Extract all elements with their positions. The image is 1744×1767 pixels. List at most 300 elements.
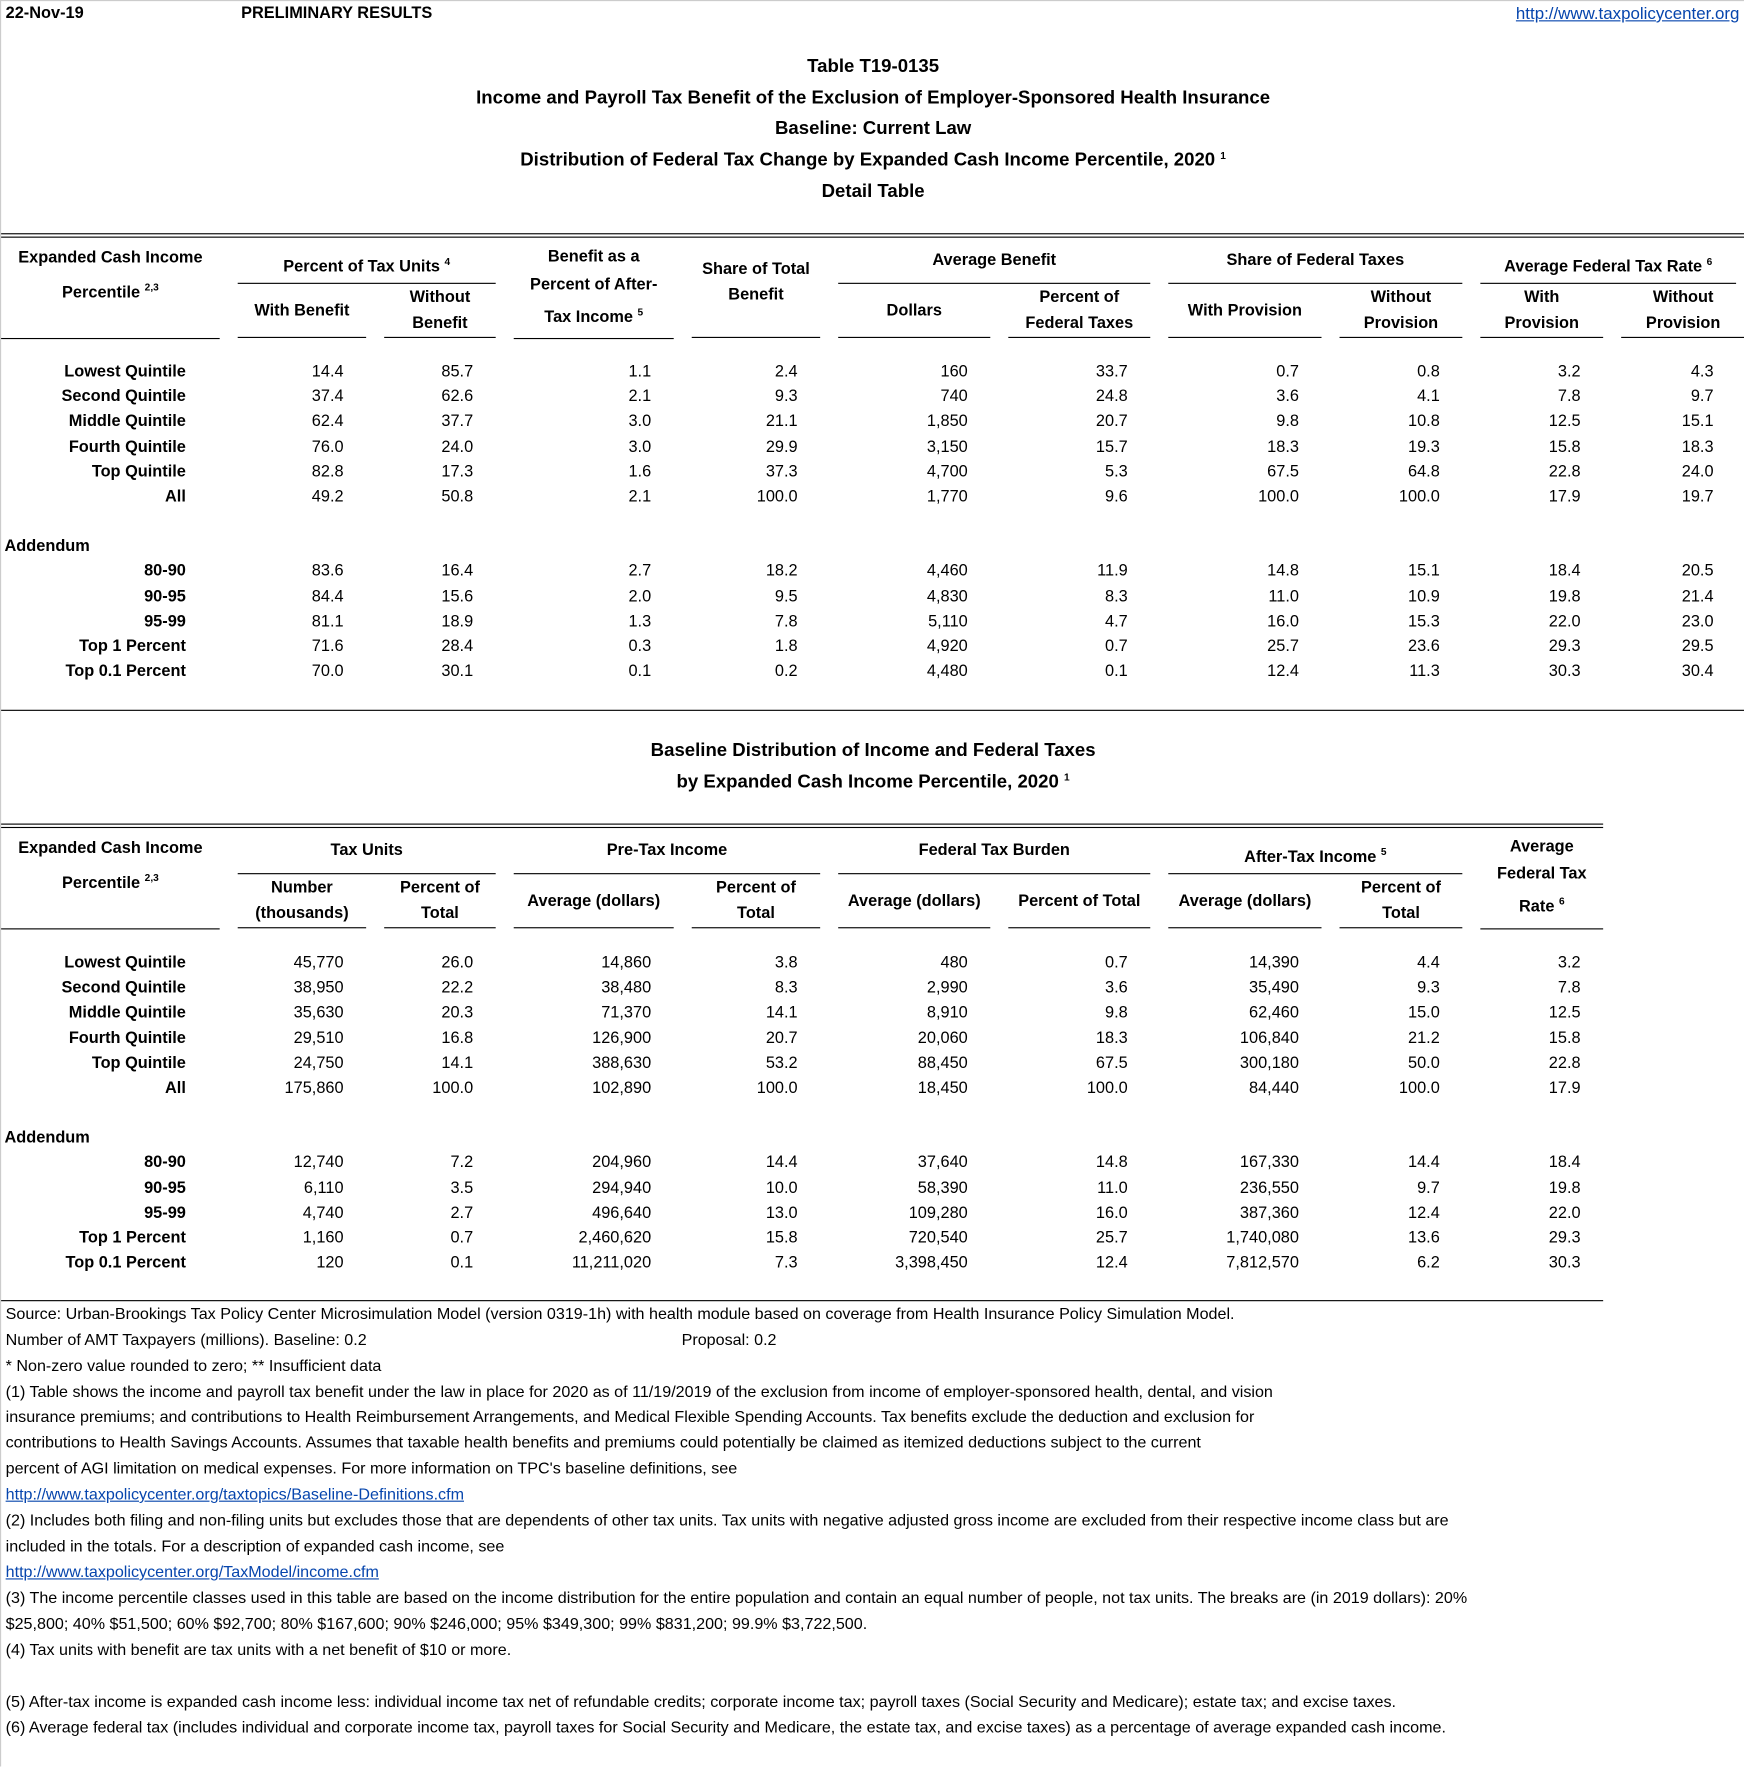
table-cell: 7.8 (774, 612, 798, 631)
table-cell: 50.8 (441, 487, 474, 506)
table-cell: 4.3 (1690, 362, 1714, 381)
table-cell: 5,110 (928, 612, 968, 631)
table-cell: 7.8 (1557, 387, 1581, 406)
table-cell: 1.1 (628, 362, 652, 381)
pct-fed-taxes-header (1008, 286, 1150, 339)
footnote-ref: 2,3 (144, 871, 159, 884)
table-row (1, 1001, 1612, 1026)
table-cell: 9.8 (1105, 1004, 1128, 1023)
table-cell: 11.0 (1097, 1179, 1128, 1198)
table-cell: 4,920 (926, 637, 968, 656)
hdr-line: Benefit (728, 286, 784, 305)
table-cell: 21.2 (1407, 1029, 1440, 1048)
hdr-line: Benefit (412, 314, 468, 333)
number-header (238, 876, 366, 929)
table-cell: 12.5 (1548, 1004, 1581, 1023)
table-cell: 17.9 (1548, 1079, 1581, 1098)
table-cell: 30.3 (1548, 662, 1581, 681)
hdr-line: Benefit as a (547, 247, 640, 266)
table-cell: 4,700 (926, 462, 968, 481)
table-cell: 10.9 (1407, 587, 1440, 606)
table-cell: 100.0 (1398, 1079, 1440, 1098)
table-cell: 106,840 (1239, 1029, 1299, 1048)
table-cell: 1,850 (926, 412, 968, 431)
pct-tax-units-header (238, 240, 496, 284)
table-row (1, 1251, 1612, 1276)
table-cell: 6,110 (303, 1179, 344, 1198)
table-cell: 6.2 (1417, 1254, 1440, 1273)
table-cell: 2.4 (774, 362, 798, 381)
table-cell: 25.7 (1267, 637, 1299, 656)
table-cell: 3.0 (628, 412, 652, 431)
hdr-line: Without (1370, 288, 1432, 307)
table2-bottom-rule (1, 1300, 1603, 1301)
hdr-line: Percent of (1361, 879, 1441, 898)
table-cell: 3.5 (450, 1179, 474, 1198)
row-label: Top 1 Percent (79, 1229, 186, 1248)
table1-top-rule (1, 233, 1744, 238)
table-cell: 12.4 (1267, 662, 1299, 681)
aftertax-income-header (1168, 831, 1462, 875)
preliminary-label: PRELIMINARY RESULTS (241, 4, 433, 23)
hdr-line: Tax Income (544, 308, 633, 327)
table1-header (1, 240, 1744, 339)
row-label: All (165, 487, 186, 506)
table-cell: 1.6 (628, 462, 652, 481)
amt-baseline-note: Number of AMT Taxpayers (millions). Baseline: 0.2 (5, 1331, 367, 1350)
table-row (1, 434, 1744, 459)
table-cell: 16.0 (1267, 612, 1299, 631)
table-cell: 4,830 (926, 587, 968, 606)
table-cell: 1,770 (926, 487, 968, 506)
table-id: Table T19-0135 (807, 56, 940, 77)
table-cell: 0.3 (628, 637, 652, 656)
report-date: 22-Nov-19 (5, 4, 84, 23)
aftertax-label: After-Tax Income (1244, 848, 1377, 867)
table-cell: 14,860 (601, 954, 652, 973)
table-cell: 67.5 (1267, 462, 1299, 481)
table-cell: 12.5 (1548, 412, 1581, 431)
benefit-pct-header (514, 240, 674, 339)
hdr-line: Total (737, 905, 775, 924)
table-cell: 15.8 (765, 1229, 798, 1248)
row-label: Top Quintile (91, 462, 186, 481)
table-cell: 0.7 (1105, 954, 1128, 973)
spacer (1, 1101, 1612, 1126)
footnote-ref: 4 (444, 256, 451, 268)
table-cell: 13.0 (765, 1204, 798, 1223)
footnote-1-line: contributions to Health Savings Accounts. Assumes that taxable health benefits and premiums could potentially be claimed as itemized deductions subject to the current (5, 1434, 1201, 1453)
table-cell: 45,770 (293, 954, 344, 973)
table-cell: 12,740 (293, 1154, 344, 1173)
pct-tax-units-label: Percent of Tax Units (283, 258, 440, 277)
table-cell: 0.1 (450, 1254, 474, 1273)
rate-with-provision-header (1480, 286, 1603, 339)
table-cell: 0.2 (774, 662, 798, 681)
table-cell: 1,740,080 (1226, 1229, 1299, 1248)
table-cell: 5.3 (1105, 462, 1128, 481)
hdr-line: Federal Tax (1497, 865, 1587, 884)
table-cell: 204,960 (592, 1154, 652, 1173)
table-cell: 17.3 (441, 462, 474, 481)
table-cell: 53.2 (765, 1054, 798, 1073)
table-cell: 23.0 (1681, 612, 1714, 631)
footnote-3-line: (3) The income percentile classes used in this table are based on the income distribution for the entire population and contain an equal number of people, not tax units. The breaks are (in 2019 dollars): 20% (5, 1589, 1468, 1608)
table-cell: 2.1 (628, 487, 652, 506)
table-cell: 19.8 (1548, 587, 1581, 606)
pretax-pct-header (692, 876, 820, 929)
table-row (1, 459, 1744, 484)
table-cell: 294,940 (592, 1179, 652, 1198)
income-definition-link[interactable]: http://www.taxpolicycenter.org/TaxModel/income.cfm (5, 1563, 379, 1582)
table2-header (1, 830, 1612, 929)
table-cell: 3,150 (926, 437, 968, 456)
table-cell: 9.8 (1276, 412, 1299, 431)
table-cell: 29.5 (1681, 637, 1714, 656)
without-benefit-header (384, 286, 496, 339)
table-cell: 71.6 (311, 637, 344, 656)
table-cell: 9.6 (1105, 487, 1128, 506)
table-cell: 0.7 (1105, 637, 1128, 656)
table2-subtitle (1, 772, 1744, 793)
table-row (1, 976, 1612, 1001)
table-cell: 120 (316, 1254, 344, 1273)
table-cell: 84,440 (1248, 1079, 1299, 1098)
footnote-1-line: (1) Table shows the income and payroll tax benefit under the law in place for 2020 as of 11/19/2019 of the exclusion from income of employer-sponsored health, dental, and vision (5, 1383, 1273, 1402)
table-cell: 29.3 (1548, 1229, 1581, 1248)
footnote-ref: 2,3 (144, 281, 159, 293)
table-cell: 3.6 (1105, 979, 1128, 998)
table-cell: 24.0 (1681, 462, 1714, 481)
table-cell: 24.0 (441, 437, 474, 456)
table-cell: 100.0 (756, 1079, 798, 1098)
table-cell: 20,060 (917, 1029, 968, 1048)
percentile-header (1, 240, 220, 339)
table-cell: 30.1 (441, 662, 474, 681)
dollars-header: Dollars (838, 286, 990, 339)
share-fed-taxes-header: Share of Federal Taxes (1168, 240, 1462, 284)
footnote-ref: 1 (1064, 771, 1070, 783)
pretax-avg-header: Average (dollars) (514, 876, 674, 929)
table-row (1, 1201, 1612, 1226)
table-cell: 28.4 (441, 637, 474, 656)
table-cell: 1.3 (628, 612, 652, 631)
hdr-line: Rate (1519, 897, 1555, 916)
table-cell: 15.6 (441, 587, 474, 606)
table-cell: 35,490 (1248, 979, 1299, 998)
table-row (1, 559, 1744, 584)
table-row (1, 359, 1744, 384)
table-cell: 8,910 (926, 1004, 968, 1023)
hdr-line: With (1524, 288, 1560, 307)
hdr-line: Provision (1645, 314, 1721, 333)
table-cell: 4.7 (1105, 612, 1128, 631)
table-cell: 100.0 (1258, 487, 1299, 506)
table-cell: 22.8 (1548, 462, 1581, 481)
addendum-row (1, 1126, 1612, 1151)
table-cell: 22.2 (441, 979, 474, 998)
table-cell: 88,450 (917, 1054, 968, 1073)
table-cell: 9.7 (1690, 387, 1714, 406)
rounding-note: * Non-zero value rounded to zero; ** Insufficient data (5, 1357, 382, 1376)
table-cell: 85.7 (441, 362, 474, 381)
table-cell: 18.3 (1267, 437, 1299, 456)
percentile-header (1, 830, 220, 929)
table-cell: 29,510 (293, 1029, 344, 1048)
aftertax-avg-header: Average (dollars) (1168, 876, 1321, 929)
table-cell: 2.7 (450, 1204, 474, 1223)
table-cell: 14.8 (1095, 1154, 1128, 1173)
spacer (1, 509, 1744, 534)
table-cell: 70.0 (311, 662, 344, 681)
percentile-header-line1: Expanded Cash Income (18, 839, 203, 858)
hdr-line: (thousands) (255, 905, 349, 924)
table-cell: 15.1 (1407, 562, 1440, 581)
table-cell: 20.7 (1095, 412, 1128, 431)
table-cell: 37.3 (765, 462, 798, 481)
distribution-title-text: Distribution of Federal Tax Change by Expanded Cash Income Percentile, 2020 (520, 149, 1216, 171)
table-cell: 49.2 (311, 487, 344, 506)
row-label: 90-95 (144, 587, 186, 606)
hdr-line: Provision (1504, 314, 1579, 333)
tpc-website-link[interactable]: http://www.taxpolicycenter.org (1515, 4, 1740, 24)
table-cell: 15.8 (1548, 437, 1581, 456)
share-benefit-header (692, 240, 820, 338)
table-cell: 38,480 (601, 979, 652, 998)
hdr-line: Without (1652, 288, 1714, 307)
row-label: 80-90 (144, 1154, 186, 1173)
table-cell: 387,360 (1239, 1204, 1299, 1223)
table-cell: 21.4 (1681, 587, 1714, 606)
table-cell: 83.6 (311, 562, 344, 581)
hdr-line: Total (421, 905, 459, 924)
without-provision-header (1340, 286, 1463, 339)
table-cell: 11.3 (1409, 662, 1440, 681)
table-cell: 3.0 (628, 437, 652, 456)
table-cell: 30.3 (1548, 1254, 1581, 1273)
avg-tax-rate-header (1480, 240, 1736, 284)
table-cell: 100.0 (1086, 1079, 1128, 1098)
table-cell: 21.1 (765, 412, 798, 431)
table-cell: 100.0 (432, 1079, 474, 1098)
table-cell: 16.0 (1095, 1204, 1128, 1223)
footnote-1-line: insurance premiums; and contributions to Health Reimbursement Arrangements, and Medical Flexible Spending Accounts. Tax benefits exclude the deduction and exclusion for (5, 1408, 1255, 1427)
table-cell: 19.7 (1681, 487, 1714, 506)
table-cell: 160 (940, 362, 968, 381)
table-cell: 300,180 (1239, 1054, 1299, 1073)
table-cell: 14.4 (1407, 1154, 1440, 1173)
table-cell: 35,630 (293, 1004, 344, 1023)
row-label: Middle Quintile (68, 412, 186, 431)
table-cell: 11,211,020 (571, 1254, 652, 1273)
table-cell: 9.7 (1417, 1179, 1440, 1198)
table-row (1, 484, 1744, 509)
footnote-ref: 1 (1220, 149, 1226, 162)
hdr-line: Percent of (399, 879, 480, 898)
hdr-line: Total (1382, 905, 1420, 924)
table-cell: 37.4 (311, 387, 344, 406)
row-label: Lowest Quintile (64, 362, 186, 381)
table2-subtitle-text: by Expanded Cash Income Percentile, 2020 (676, 771, 1059, 792)
table-cell: 4,480 (926, 662, 968, 681)
table2-top-rule (1, 824, 1603, 829)
table-cell: 26.0 (441, 954, 474, 973)
table-cell: 100.0 (1398, 487, 1440, 506)
table-cell: 22.0 (1548, 612, 1581, 631)
table-cell: 15.8 (1548, 1029, 1581, 1048)
table-cell: 22.0 (1548, 1204, 1581, 1223)
table-cell: 0.7 (450, 1229, 474, 1248)
addendum-label: Addendum (4, 1129, 90, 1148)
table-cell: 10.0 (765, 1179, 798, 1198)
table-cell: 4,740 (302, 1204, 344, 1223)
table-cell: 4,460 (926, 562, 968, 581)
row-label: 95-99 (144, 612, 186, 631)
table-cell: 22.8 (1548, 1054, 1581, 1073)
table-cell: 58,390 (917, 1179, 968, 1198)
footnote-2-line: included in the totals. For a description of expanded cash income, see (5, 1537, 505, 1556)
table-cell: 23.6 (1407, 637, 1440, 656)
table-cell: 67.5 (1095, 1054, 1128, 1073)
table-cell: 64.8 (1407, 462, 1440, 481)
table-cell: 14.4 (311, 362, 344, 381)
table-cell: 18,450 (917, 1079, 968, 1098)
table-cell: 18.3 (1681, 437, 1714, 456)
table-row (1, 659, 1744, 684)
table-cell: 0.7 (1276, 362, 1299, 381)
table-cell: 3.8 (774, 954, 798, 973)
table-cell: 30.4 (1681, 662, 1714, 681)
baseline-title: Baseline: Current Law (774, 118, 972, 139)
row-label: All (165, 1079, 186, 1098)
table-cell: 14.8 (1267, 562, 1299, 581)
table-cell: 12.4 (1095, 1254, 1128, 1273)
table-cell: 9.3 (1417, 979, 1440, 998)
table-cell: 175,860 (284, 1079, 344, 1098)
units-pct-header (384, 876, 496, 929)
table-cell: 3.2 (1557, 362, 1581, 381)
table-cell: 20.7 (765, 1029, 798, 1048)
percentile-header-line1: Expanded Cash Income (18, 248, 203, 268)
avg-fed-tax-rate-header (1480, 830, 1603, 929)
table-cell: 0.8 (1417, 362, 1440, 381)
table2-body (1, 951, 1612, 1276)
table-cell: 1.8 (774, 637, 798, 656)
table-row (1, 409, 1744, 434)
table-cell: 37,640 (917, 1154, 968, 1173)
rate-without-provision-header (1621, 286, 1744, 339)
table-cell: 3.6 (1276, 387, 1299, 406)
table-cell: 10.8 (1407, 412, 1440, 431)
table-cell: 62.4 (311, 412, 344, 431)
table-cell: 71,370 (601, 1004, 652, 1023)
table-cell: 496,640 (592, 1204, 652, 1223)
footnote-ref: 6 (1706, 256, 1713, 268)
table-row (1, 951, 1612, 976)
table-cell: 82.8 (311, 462, 344, 481)
table-row (1, 1051, 1612, 1076)
table-cell: 14,390 (1248, 954, 1299, 973)
row-label: Top 0.1 Percent (65, 1254, 186, 1273)
table-cell: 24,750 (293, 1054, 344, 1073)
table-cell: 50.0 (1407, 1054, 1440, 1073)
amt-proposal-note: Proposal: 0.2 (681, 1331, 777, 1350)
table-cell: 38,950 (293, 979, 344, 998)
table-cell: 7.8 (1557, 979, 1581, 998)
tax-units-header: Tax Units (238, 831, 496, 875)
distribution-title (1, 150, 1744, 171)
hdr-line: Share of Total (702, 260, 810, 279)
table-cell: 11.9 (1097, 562, 1128, 581)
hdr-line: Percent of (1039, 288, 1120, 307)
table-cell: 9.5 (774, 587, 798, 606)
table-cell: 126,900 (592, 1029, 652, 1048)
table-cell: 18.4 (1548, 1154, 1581, 1173)
baseline-definitions-link[interactable]: http://www.taxpolicycenter.org/taxtopics/Baseline-Definitions.cfm (5, 1485, 465, 1505)
table-cell: 13.6 (1407, 1229, 1440, 1248)
row-label: Middle Quintile (68, 1004, 186, 1023)
table1-bottom-rule (1, 710, 1744, 711)
footnote-ref: 6 (1558, 895, 1565, 907)
row-label: 80-90 (144, 562, 186, 581)
row-label: Top 1 Percent (79, 637, 186, 656)
footnote-4: (4) Tax units with benefit are tax units with a net benefit of $10 or more. (5, 1641, 512, 1660)
row-label: Fourth Quintile (68, 437, 186, 456)
table-cell: 167,330 (1239, 1154, 1299, 1173)
table-cell: 29.3 (1548, 637, 1581, 656)
table-cell: 3,398,450 (895, 1254, 968, 1273)
table-row (1, 584, 1744, 609)
table-cell: 14.4 (765, 1154, 798, 1173)
table-cell: 81.1 (311, 612, 344, 631)
table-row (1, 1226, 1612, 1251)
hdr-line: Average (1509, 838, 1574, 857)
table-row (1, 634, 1744, 659)
footnote-5: (5) After-tax income is expanded cash income less: individual income tax net of refundable credits; corporate income tax; payroll taxes (Social Security and Medicare); estate tax; and excise taxes. (5, 1693, 1396, 1712)
hdr-line: Percent of After- (530, 275, 658, 294)
table1-body (1, 359, 1744, 684)
table-cell: 2,460,620 (578, 1229, 652, 1248)
hdr-line: Provision (1363, 314, 1439, 333)
table-cell: 18.9 (441, 612, 474, 631)
avg-tax-rate-label: Average Federal Tax Rate (1504, 258, 1703, 277)
addendum-label: Addendum (4, 537, 90, 556)
table-cell: 20.5 (1681, 562, 1714, 581)
row-label: 90-95 (144, 1179, 186, 1198)
with-provision-header: With Provision (1168, 286, 1321, 339)
table-cell: 15.1 (1681, 412, 1714, 431)
table-cell: 62,460 (1248, 1004, 1299, 1023)
row-label: Second Quintile (61, 387, 186, 406)
hdr-line: Number (271, 879, 333, 898)
table-cell: 102,890 (592, 1079, 652, 1098)
row-label: Top Quintile (91, 1054, 186, 1073)
table-cell: 14.1 (765, 1004, 798, 1023)
detail-title: Detail Table (821, 181, 925, 202)
row-label: Second Quintile (61, 979, 186, 998)
table-cell: 2.1 (628, 387, 652, 406)
table-cell: 2.7 (628, 562, 652, 581)
table-cell: 20.3 (441, 1004, 474, 1023)
table-cell: 0.1 (1105, 662, 1128, 681)
table-row (1, 1151, 1612, 1176)
table-cell: 15.7 (1095, 437, 1128, 456)
table-cell: 109,280 (908, 1204, 968, 1223)
table-cell: 2.0 (628, 587, 652, 606)
table-cell: 16.8 (441, 1029, 474, 1048)
table-cell: 4.4 (1417, 954, 1440, 973)
table-cell: 4.1 (1417, 387, 1440, 406)
